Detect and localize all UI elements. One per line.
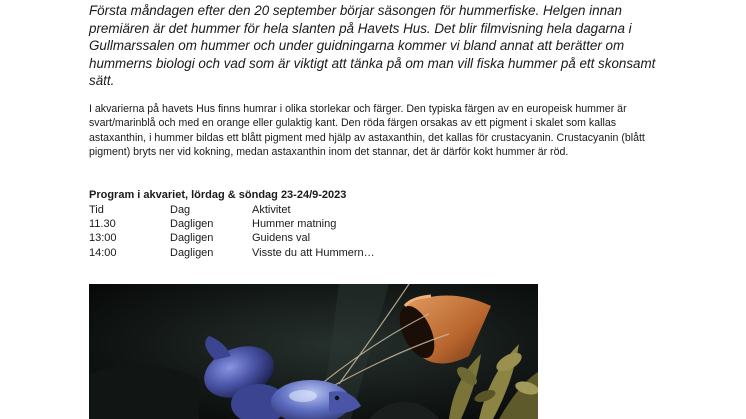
row-time: 14:00 (89, 246, 117, 259)
lobster-photo-illustration (89, 284, 538, 419)
row-day: Dagligen (170, 246, 214, 259)
row-activity: Guidens val (252, 232, 311, 245)
header-day: Dag (170, 204, 191, 216)
row-activity: Hummer matning (252, 218, 337, 231)
lobster-photo (89, 284, 538, 419)
schedule-row (89, 231, 452, 245)
schedule-row (89, 246, 452, 260)
schedule-header-row (89, 203, 452, 217)
schedule-row (89, 217, 452, 231)
schedule-table (89, 203, 452, 260)
row-day: Dagligen (170, 218, 214, 231)
row-activity: Visste du att Hummern… (252, 246, 375, 259)
header-activity: Aktivitet (252, 204, 291, 216)
row-time: 11.30 (89, 218, 116, 231)
row-day: Dagligen (170, 232, 214, 245)
header-time: Tid (89, 204, 104, 216)
body-paragraph: I akvarierna på havets Hus finns humrar i olika storlekar och färger. Den typiska färgen av en europeisk hummer är svart/marinblå och med en orange eller gulaktig kant. Den röda färgen orsakas av ett pigment i skalet som kallas astaxanthin, i hummer bildas ett blått pigment med hjälp av astaxanthin, det kallas för crustacyanin. Crustacyanin (blått pigment) bryts ner vid kokning, medan astaxanthin inom det stannar, det är därför kokt hummer är röd. (89, 103, 645, 159)
row-time: 13:00 (89, 232, 117, 245)
program-title: Program i akvariet, lördag & söndag 23-24/9-2023 (89, 189, 347, 201)
intro-paragraph: Första måndagen efter den 20 september börjar säsongen för hummerfiske. Helgen innan premiären är det hummer för hela slanten på Havets Hus. Det blir filmvisning hela dagarna i Gullmarssalen om hummer och under guidningarna kommer vi bland annat att berätter om hummerns biologi och vad som är viktigt att tänka på om man vill fiska hummer på ett skonsamt sätt. (89, 3, 656, 89)
